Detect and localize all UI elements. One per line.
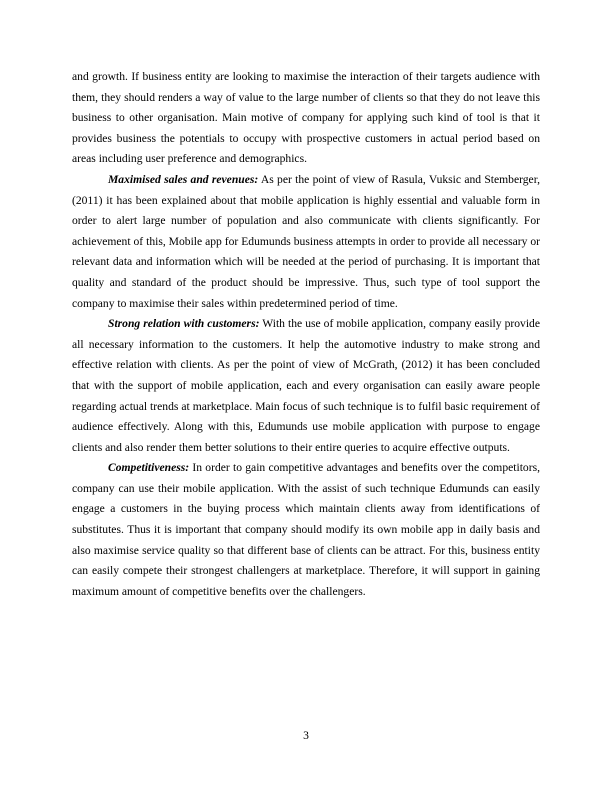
section-customer-relations xyxy=(72,314,540,458)
page-number: 3 xyxy=(303,729,309,742)
section-competitiveness xyxy=(72,458,540,602)
section-body: In order to gain competitive advantages and benefits over the competitors, company can use their mobile application. With the assist of such technique Edumunds can easily engage a customers in the buying process which maintain clients away from identifications of substitutes. Thus it is important that company should modify its own mobile app in daily basis and also maximise service quality so that different base of clients can be attract. For this, business entity can easily compete their strongest challengers at marketplace. Therefore, it will support in gaining maximum amount of competitive benefits over the challengers. xyxy=(72,461,540,598)
page-body xyxy=(72,67,540,602)
section-heading: Strong relation with customers: xyxy=(108,317,260,331)
section-body: As per the point of view of Rasula, Vuksic and Stemberger, (2011) it has been explained about that mobile application is highly essential and valuable form in order to alert large number of population and also communicate with clients significantly. For achievement of this, Mobile app for Edumunds business attempts in order to provide all necessary or relevant data and information which will be needed at the period of purchasing. It is important that quality and standard of the product should be impressive. Thus, such type of tool support the company to maximise their sales within predetermined period of time. xyxy=(72,172,540,310)
section-heading: Maximised sales and revenues: xyxy=(108,172,259,186)
section-heading: Competitiveness: xyxy=(108,461,190,475)
section-maximised-sales xyxy=(72,170,540,314)
section-body: With the use of mobile application, company easily provide all necessary information to the customers. It help the automotive industry to make strong and effective relation with clients. As per the point of view of McGrath, (2012) it has been concluded that with the support of mobile application, each and every organisation can easily aware people regarding actual trends at marketplace. Main focus of such technique is to fulfil basic requirement of audience effectively. Along with this, Edumunds use mobile application with purpose to engage clients and also render them better solutions to their entire queries to acquire effective outputs. xyxy=(72,317,540,454)
intro-paragraph: and growth. If business entity are looking to maximise the interaction of their targets audience with them, they should renders a way of value to the large number of clients so that they do not leave this business to other organisation. Main motive of company for applying such kind of tool is that it provides business the potentials to occupy with prospective customers in actual period based on areas including user preference and demographics. xyxy=(72,70,540,166)
